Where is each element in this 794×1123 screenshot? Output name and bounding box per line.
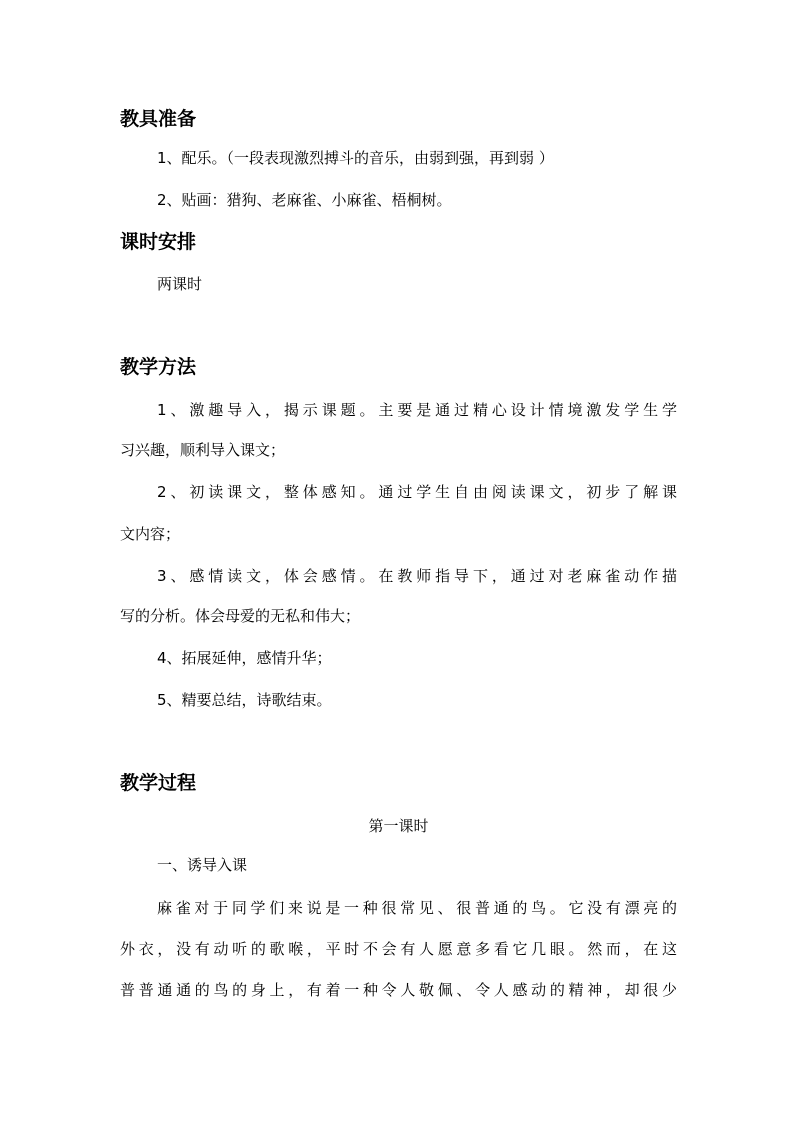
- intro-paragraph-line-1: 麻雀对于同学们来说是一种很常见、很普通的鸟。它没有漂亮的: [157, 899, 677, 917]
- heading-teaching-tools: 教具准备: [120, 108, 197, 130]
- intro-paragraph-line-2: 外衣，没有动听的歌喉，平时不会有人愿意多看它几眼。然而，在这: [120, 940, 677, 958]
- tools-item-1: 1、配乐。（一段表现激烈搏斗的音乐，由弱到强，再到弱 ）: [157, 149, 554, 167]
- method-1-line-2: 习兴趣，顺利导入课文；: [120, 441, 286, 459]
- intro-paragraph-line-3: 普普通通的鸟的身上，有着一种令人敬佩、令人感动的精神，却很少: [120, 981, 677, 999]
- method-5: 5、精要总结，诗歌结束。: [157, 691, 332, 709]
- method-4: 4、拓展延伸，感情升华；: [157, 649, 332, 667]
- heading-schedule: 课时安排: [120, 231, 197, 253]
- lesson-title: 第一课时: [368, 817, 429, 835]
- part-title: 一、诱导入课: [157, 856, 248, 874]
- tools-item-2: 2、贴画：猎狗、老麻雀、小麻雀、梧桐树。: [157, 191, 452, 209]
- method-2-line-2: 文内容；: [120, 525, 181, 543]
- schedule-text: 两课时: [157, 275, 203, 293]
- method-3-line-2: 写的分析。体会母爱的无私和伟大；: [120, 607, 361, 625]
- heading-process: 教学过程: [120, 772, 197, 794]
- method-1-line-1: 1、激趣导入，揭示课题。主要是通过精心设计情境激发学生学: [157, 401, 677, 419]
- method-2-line-1: 2、初读课文，整体感知。通过学生自由阅读课文，初步了解课: [157, 483, 677, 501]
- method-3-line-1: 3、感情读文，体会感情。在教师指导下，通过对老麻雀动作描: [157, 567, 677, 585]
- heading-methods: 教学方法: [120, 356, 197, 378]
